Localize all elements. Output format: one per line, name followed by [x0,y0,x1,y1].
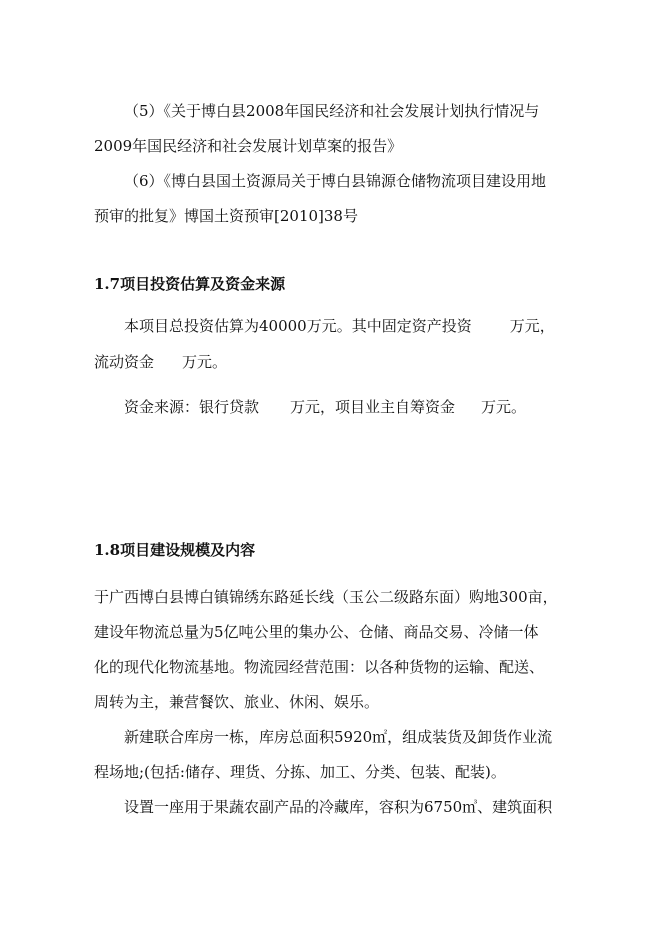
ref6-line1: （6）《博白县国土资源局关于博白县锦源仓储物流项目建设用地 [124,172,547,190]
investment-total-text: 本项目总投资估算为40000万元。其中固定资产投资 [124,317,472,335]
working-capital-text: 流动资金 [94,353,155,371]
section-1-8-heading: 1.8项目建设规模及内容 [94,541,256,559]
section-1-7-paragraph-2 [124,397,526,417]
ref5-line2: 2009年国民经济和社会发展计划草案的报告》 [94,137,403,155]
section-1-8-paragraph-2-line-1: 新建联合库房一栋，库房总面积5920㎡，组成装货及卸货作业流 [124,728,553,746]
unit-text: 万元。 [182,353,228,371]
section-1-8-paragraph-1-line-1: 于广西博白县博白镇锦绣东路延长线（玉公二级路东面）购地300亩， [94,588,558,606]
funding-source-text: 资金来源：银行贷款 [124,398,260,416]
section-1-7-heading: 1.7项目投资估算及资金来源 [94,275,286,293]
ref5-line1: （5）《关于博白县2008年国民经济和社会发展计划执行情况与 [124,102,540,120]
section-1-7-paragraph-1-line-1 [124,316,555,336]
ref6-line2: 预审的批复》博国土资预审[2010]38号 [94,207,358,225]
section-1-8-paragraph-1-line-4: 周转为主，兼营餐饮、旅业、休闲、娱乐。 [94,693,380,711]
section-1-8-paragraph-1-line-3: 化的现代化物流基地。物流园经营范围：以各种货物的运输、配送、 [94,658,545,676]
self-raised-text: 万元，项目业主自筹资金 [290,398,456,416]
section-1-8-paragraph-3-line-1: 设置一座用于果蔬农副产品的冷藏库，容积为6750㎥、建筑面积 [124,798,553,816]
unit-text: 万元。 [481,398,527,416]
unit-text: 万元， [509,317,555,335]
section-1-7-paragraph-1-line-2 [94,352,227,372]
section-1-8-paragraph-1-line-2: 建设年物流总量为5亿吨公里的集办公、仓储、商品交易、冷储一体 [94,623,539,641]
section-1-8-paragraph-2-line-2: 程场地;(包括:储存、理货、分拣、加工、分类、包装、配装)。 [94,763,506,781]
